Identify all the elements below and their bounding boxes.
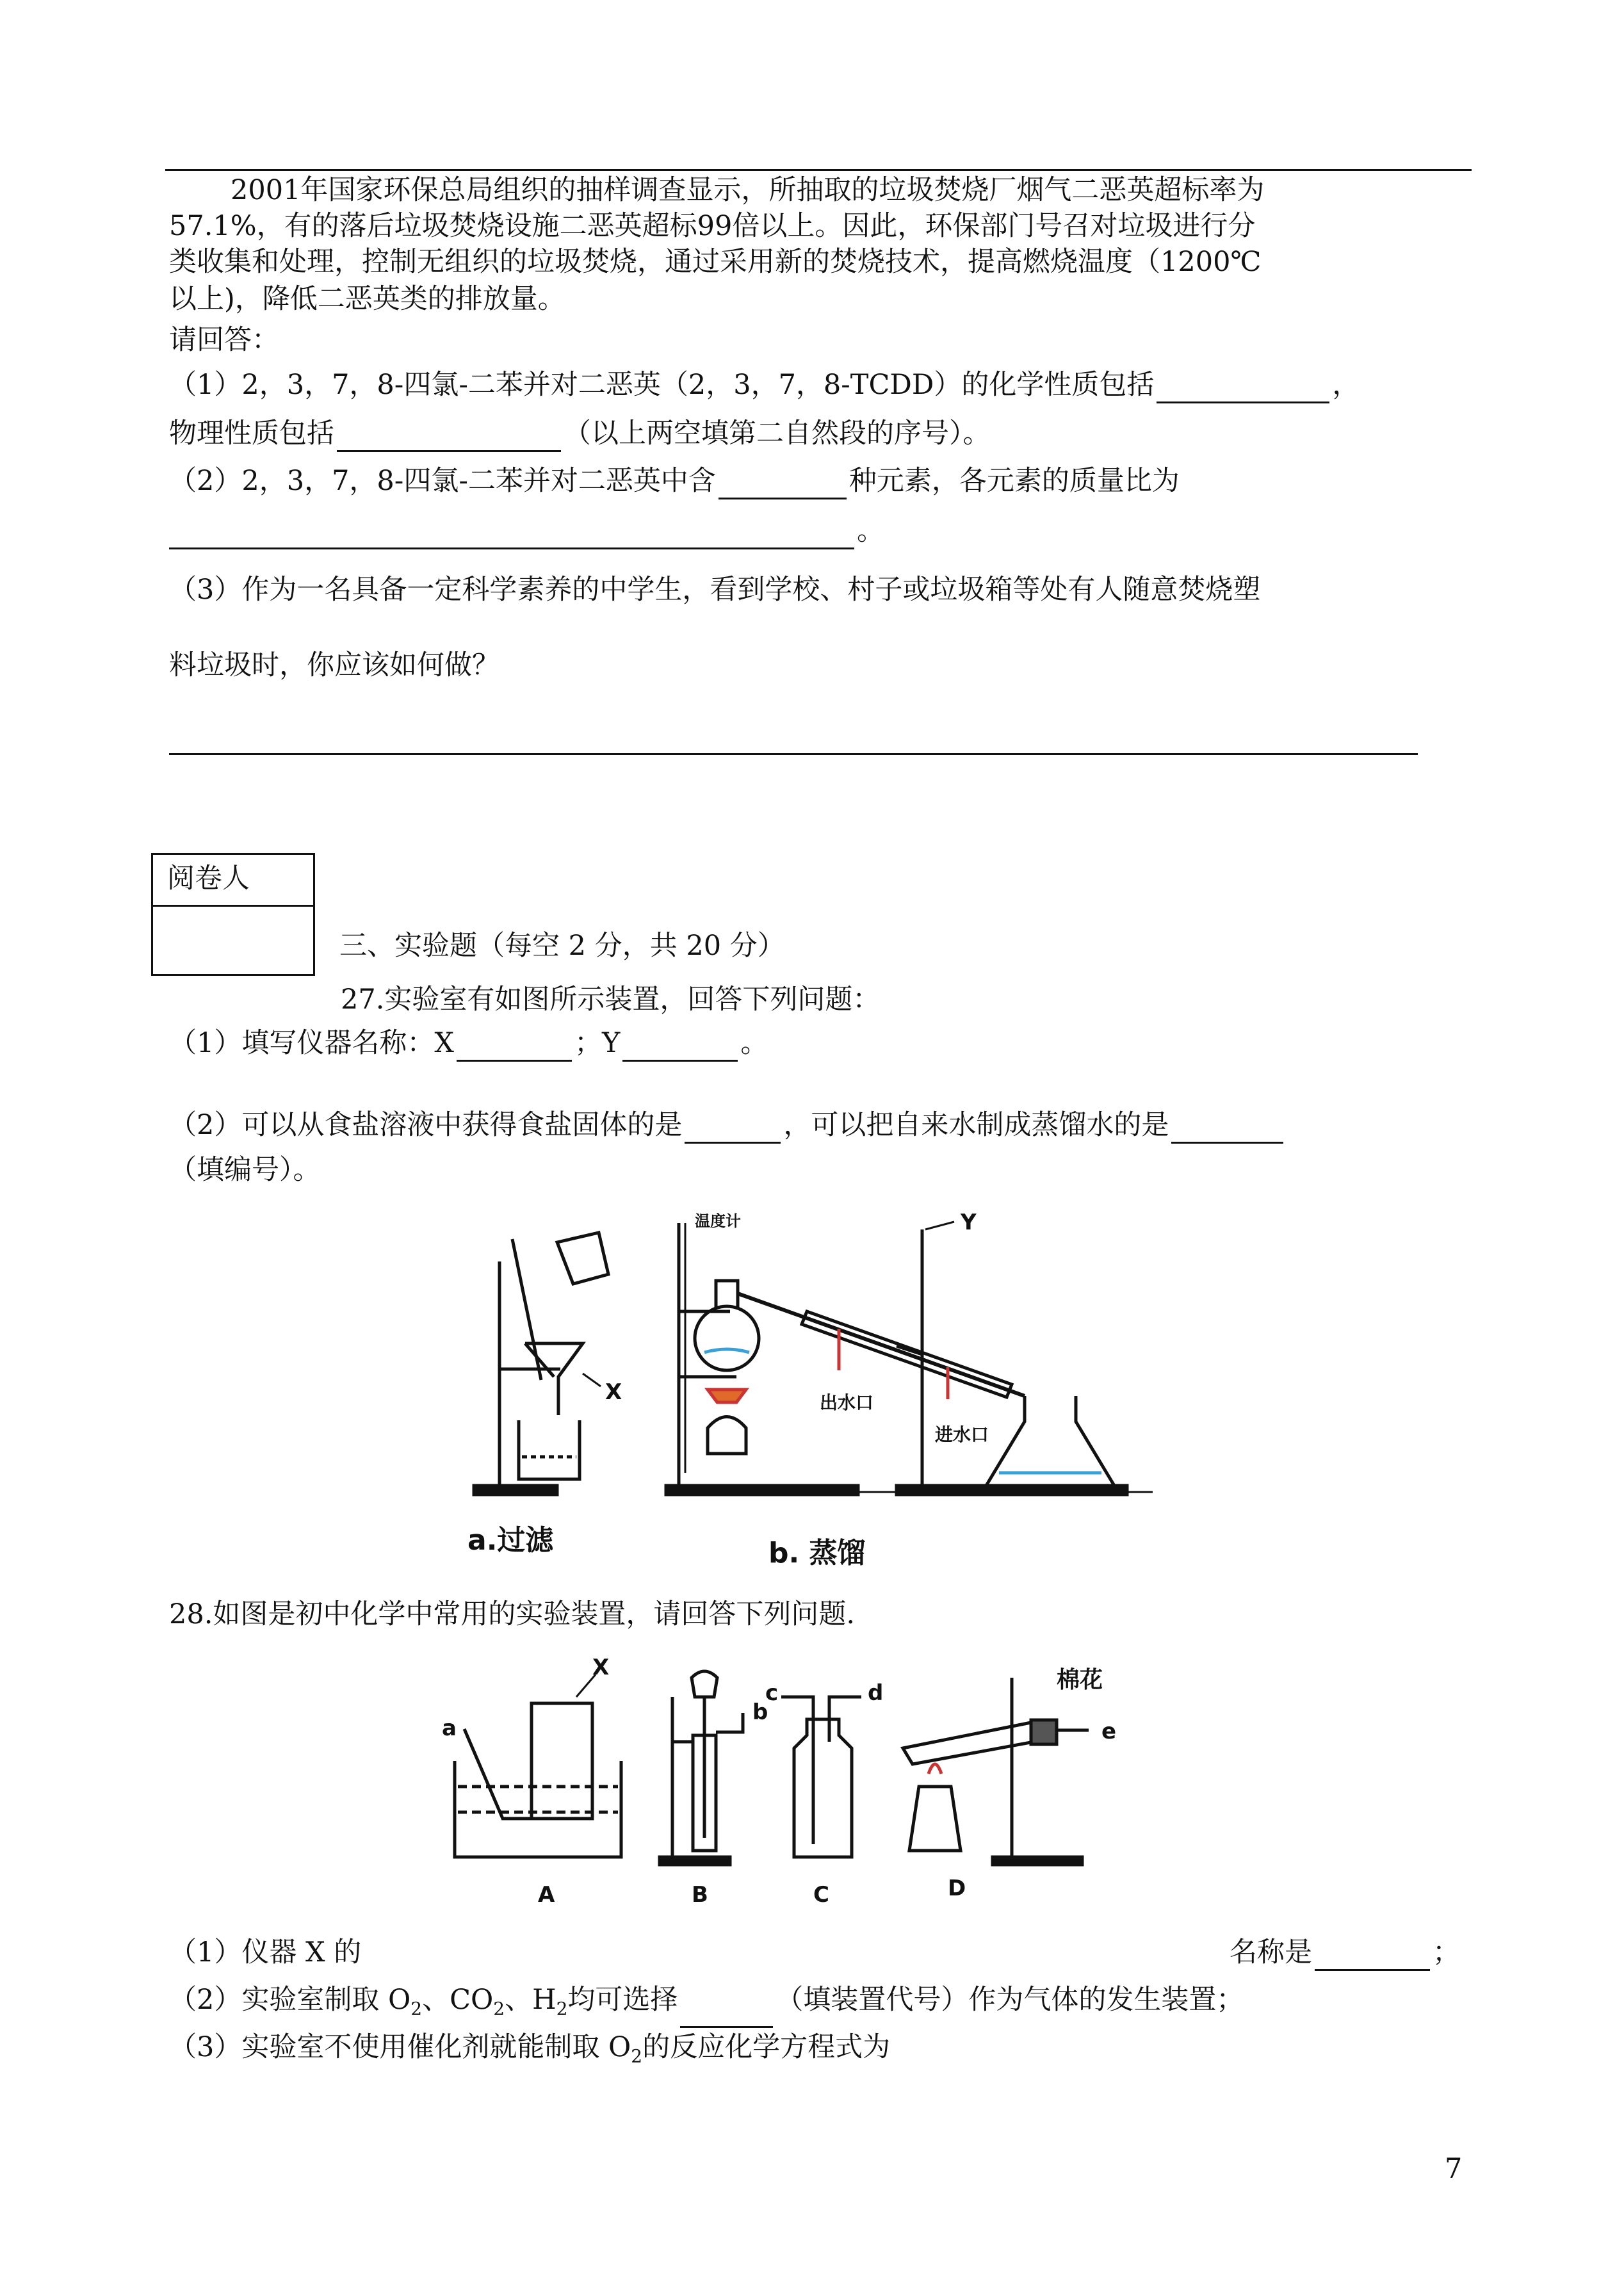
q27-blank-salt[interactable]	[685, 1114, 781, 1144]
q27-2-text-b: ，可以把自来水制成蒸馏水的是	[783, 1109, 1169, 1141]
q27-1-text-b: ；Y	[574, 1027, 621, 1059]
pouring-beaker	[557, 1233, 608, 1284]
apparatus-b-base	[660, 1857, 730, 1865]
q27-2-line-2: （填编号）。	[169, 1154, 321, 1186]
paragraph-line-1: 2001年国家环保总局组织的抽样调查显示，所抽取的垃圾焚烧厂烟气二恶英超标率为	[231, 174, 1265, 206]
label-cotton: 棉花	[1057, 1667, 1103, 1693]
paragraph-line-3: 类收集和处理，控制无组织的垃圾焚烧，通过采用新的焚烧技术，提高燃烧温度（1200℃	[169, 246, 1262, 278]
q28-line-1	[169, 1934, 1475, 1971]
q3-answer-line[interactable]	[169, 753, 1418, 755]
q2-line-1	[169, 462, 1180, 499]
distill-stand-base	[666, 1486, 858, 1495]
page-number: 7	[1445, 2153, 1463, 2185]
thermometer-label: 温度计	[695, 1212, 741, 1230]
label-c-upper: C	[813, 1882, 829, 1908]
q28-blank-x-name[interactable]	[1315, 1941, 1430, 1971]
q1-text-b: 物理性质包括	[169, 418, 334, 450]
q2-line-2	[169, 512, 884, 549]
label-b-upper: B	[692, 1882, 708, 1908]
apparatus-d-base	[993, 1857, 1082, 1865]
apparatus-c-bottle	[794, 1719, 852, 1857]
q28-2-sub-2: 2	[493, 1998, 505, 2020]
grader-label: 阅卷人	[167, 863, 250, 895]
prompt: 请回答：	[169, 324, 279, 356]
flame	[708, 1390, 746, 1402]
paragraph-line-2: 57.1%，有的落后垃圾焚烧设施二恶英超标99倍以上。因此，环保部门号召对垃圾进行分	[169, 210, 1256, 242]
q27-1-text-a: （1）填写仪器名称：X	[169, 1027, 454, 1059]
label-x: X	[592, 1658, 610, 1680]
flask-liquid	[704, 1349, 749, 1352]
receiving-beaker	[519, 1420, 580, 1479]
label-c-lower: c	[765, 1680, 779, 1706]
q1-text-a: （1）2，3，7，8-四氯-二苯并对二恶英（2，3，7，8-TCDD）的化学性质包括	[169, 369, 1155, 401]
top-rule	[165, 169, 1472, 171]
q27-2-line-1	[169, 1107, 1286, 1144]
paragraph-line-4: 以上)，降低二恶英类的排放量。	[169, 283, 565, 315]
label-d-upper: D	[948, 1876, 966, 1901]
delivery-tube	[738, 1293, 1025, 1396]
q28-title: 28.如图是初中化学中常用的实验装置，请回答下列问题.	[169, 1598, 856, 1630]
q27-title: 27.实验室有如图所示装置，回答下列问题：	[341, 984, 881, 1016]
caption-distillation: b. 蒸馏	[768, 1537, 866, 1569]
apparatus-d-lamp	[909, 1787, 961, 1851]
q28-line-3	[169, 2029, 890, 2075]
q3-line-2: 料垃圾时，你应该如何做？	[169, 649, 499, 681]
fig1-x-label: X	[605, 1379, 622, 1405]
outlet-label: 出水口	[820, 1392, 874, 1413]
apparatus-d-cotton	[1031, 1720, 1057, 1744]
q28-2-text-e: （填装置代号）作为气体的发生装置；	[775, 1984, 1244, 2016]
apparatus-b-outlet	[716, 1713, 743, 1732]
q28-2-text-d: 均可选择	[567, 1984, 678, 2016]
apparatus-d-flame	[929, 1764, 941, 1774]
q28-1-right	[1230, 1934, 1460, 1971]
q27-blank-y[interactable]	[622, 1032, 738, 1062]
q28-2-text-c: 、H	[505, 1984, 556, 2016]
alcohol-lamp	[708, 1417, 746, 1454]
q27-1	[169, 1025, 768, 1062]
q2-end: 。	[857, 515, 884, 547]
q27-1-end: 。	[740, 1027, 768, 1059]
q2-blank-elements[interactable]	[719, 469, 847, 499]
q27-2-text-a: （2）可以从食盐溶液中获得食盐固体的是	[169, 1109, 683, 1141]
apparatus-a-trough	[455, 1761, 621, 1857]
q2-text-a: （2）2，3，7，8-四氯-二苯并对二恶英中含	[169, 465, 716, 497]
q1-blank-physical[interactable]	[337, 422, 561, 452]
q2-text-b: 种元素，各元素的质量比为	[849, 465, 1180, 497]
label-a-upper: A	[538, 1882, 555, 1908]
caption-filtration: a.过滤	[467, 1524, 554, 1557]
section3-title: 三、实验题（每空 2 分，共 20 分）	[339, 930, 785, 962]
q28-1-text-a: （1）仪器 X 的	[169, 1936, 362, 1968]
apparatus-a-gas-jar	[532, 1703, 592, 1819]
q1-text-a-end: ，	[1332, 369, 1360, 401]
grader-divider	[153, 905, 313, 907]
q28-2-sub-3: 2	[556, 1998, 568, 2020]
label-e-lower: e	[1101, 1719, 1117, 1744]
q28-2-text-a: （2）实验室制取 O	[169, 1984, 411, 2016]
figure-lab-apparatus	[442, 1658, 1204, 1927]
apparatus-b-funnel	[692, 1671, 717, 1697]
q28-3-text-b: 的反应化学方程式为	[642, 2031, 891, 2063]
q1-line-2	[169, 415, 991, 452]
y-pointer	[925, 1222, 954, 1229]
filter-stand-base	[474, 1486, 557, 1495]
apparatus-d-test-tube	[903, 1723, 1034, 1764]
q28-3-sub: 2	[631, 2045, 643, 2067]
label-d-lower: d	[868, 1680, 884, 1706]
q28-1-text-b: 名称是	[1230, 1936, 1312, 1968]
q28-2-sub-1: 2	[410, 1998, 423, 2020]
q1-text-b-end: （以上两空填第二自然段的序号）。	[564, 418, 991, 450]
q28-1-end: ；	[1433, 1936, 1460, 1968]
q28-3-text-a: （3）实验室不使用催化剂就能制取 O	[169, 2031, 631, 2063]
q1-line-1	[169, 366, 1360, 403]
grader-box	[151, 853, 315, 976]
x-pointer	[583, 1374, 601, 1386]
q28-blank-generator[interactable]	[680, 1998, 773, 2028]
inlet-label: 进水口	[935, 1424, 989, 1445]
q2-blank-mass-ratio[interactable]	[169, 519, 854, 549]
flask-base	[973, 1486, 1127, 1495]
label-b-lower: b	[752, 1699, 768, 1725]
fig1-y-label: Y	[961, 1210, 977, 1235]
distill-flask	[695, 1306, 759, 1370]
q1-blank-chemical[interactable]	[1157, 373, 1329, 403]
figure-filtration-distillation	[448, 1204, 1178, 1575]
q28-line-2	[169, 1981, 1244, 2028]
glass-rod	[512, 1239, 541, 1380]
label-a-lower: a	[442, 1715, 457, 1741]
q3-line-1: （3）作为一名具备一定科学素养的中学生，看到学校、村子或垃圾箱等处有人随意焚烧塑	[169, 574, 1261, 606]
q27-blank-x[interactable]	[457, 1032, 572, 1062]
q28-2-text-b: 、CO	[422, 1984, 494, 2016]
q27-blank-distill[interactable]	[1171, 1114, 1283, 1144]
apparatus-a-tube	[464, 1729, 557, 1819]
